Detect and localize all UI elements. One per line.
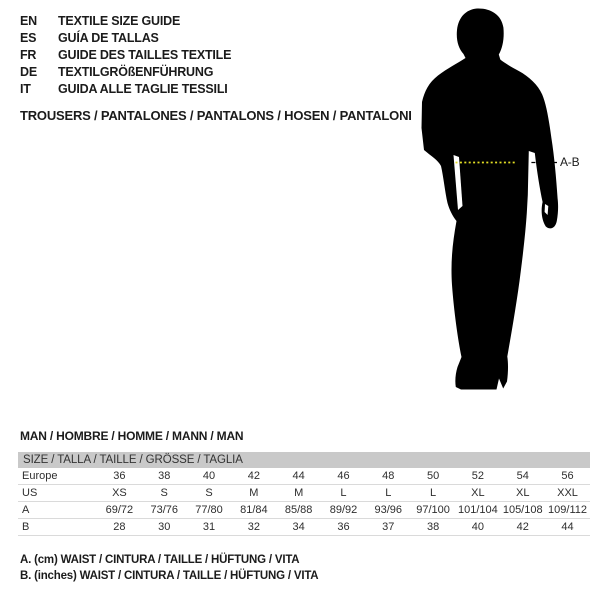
size-cell: 40 [471,521,485,533]
size-cell: 38 [426,521,440,533]
size-cell: M [294,487,304,499]
table-row-europe [18,468,590,485]
language-list [20,12,231,98]
size-cell: 69/72 [105,504,134,516]
size-cell: 44 [292,470,305,482]
gender-section-title: MAN / HOMBRE / HOMME / MANN / MAN [20,429,244,443]
row-label: US [22,487,38,499]
size-cell: 36 [337,521,350,533]
size-cell: 52 [471,470,485,482]
language-code: EN [20,13,37,28]
size-cell: 31 [202,521,216,533]
size-table [18,452,590,536]
size-cell: 93/96 [374,504,403,516]
language-code: IT [20,82,31,97]
size-cell: L [385,487,392,499]
size-cell: XL [471,487,485,499]
size-cell: 54 [516,470,529,482]
size-cell: 48 [382,470,395,482]
size-cell: 77/80 [195,504,223,516]
size-cell: 30 [158,521,171,533]
size-cell: 85/88 [284,504,313,516]
size-cell: 28 [113,521,126,533]
language-row-it [20,81,231,98]
size-cell: 34 [292,521,305,533]
size-cell: 44 [561,521,574,533]
table-row-b-inches [18,519,590,536]
size-cell: XL [515,487,530,499]
size-cell: L [340,487,347,499]
size-cell: 32 [247,521,260,533]
language-label: GUIDE DES TAILLES TEXTILE [58,47,232,62]
row-label: Europe [22,470,58,482]
size-cell: 50 [426,470,440,482]
size-cell: XS [112,487,127,499]
size-cell: 42 [247,470,260,482]
language-row-en [20,12,231,29]
size-cell: 37 [382,521,395,533]
language-label: GUÍA DE TALLAS [58,30,159,45]
language-code: ES [20,30,37,45]
category-title: TROUSERS / PANTALONES / PANTALONS / HOSEN / PANTALONI [20,108,412,123]
man-silhouette [422,8,559,389]
size-cell: 81/84 [240,504,268,516]
size-cell: 105/108 [502,504,543,516]
man-silhouette-svg [400,0,600,400]
language-label: TEXTILGRÖßENFÜHRUNG [58,65,214,80]
size-cell: 38 [158,470,171,482]
size-cell: 40 [202,470,216,482]
size-cell: XXL [557,487,578,499]
size-figure [400,0,600,400]
table-row-us [18,485,590,502]
footnote-a: A. (cm) WAIST / CINTURA / TAILLE / HÜFTUNG / VITA [20,554,300,566]
size-cell: 36 [113,470,126,482]
language-row-de [20,64,231,81]
language-row-fr [20,46,231,63]
size-cell: 42 [516,521,529,533]
footnote-b: B. (inches) WAIST / CINTURA / TAILLE / HÜFTUNG / VITA [20,570,319,583]
table-row-a-cm [18,502,590,519]
language-label: GUIDA ALLE TAGLIE TESSILI [58,82,228,97]
language-code: FR [20,47,37,62]
size-cell: S [205,487,213,499]
language-label: TEXTILE SIZE GUIDE [58,13,181,28]
size-cell: 97/100 [416,504,450,516]
size-cell: 89/92 [329,504,358,516]
size-cell: M [249,487,259,499]
size-cell: 109/112 [548,504,587,516]
size-table-header: SIZE / TALLA / TAILLE / GRÖSSE / TAGLIA [18,452,590,468]
language-row-es [20,29,231,46]
size-cell: 101/104 [458,504,498,516]
size-cell: 73/76 [150,504,178,516]
size-cell: L [430,487,437,499]
size-cell: S [160,487,168,499]
footnotes [20,552,318,584]
measure-label: A-B [560,155,580,169]
size-cell: 56 [561,470,574,482]
row-label: A [22,504,30,516]
row-label: B [22,521,30,533]
language-code: DE [20,65,37,80]
size-cell: 46 [337,470,350,482]
